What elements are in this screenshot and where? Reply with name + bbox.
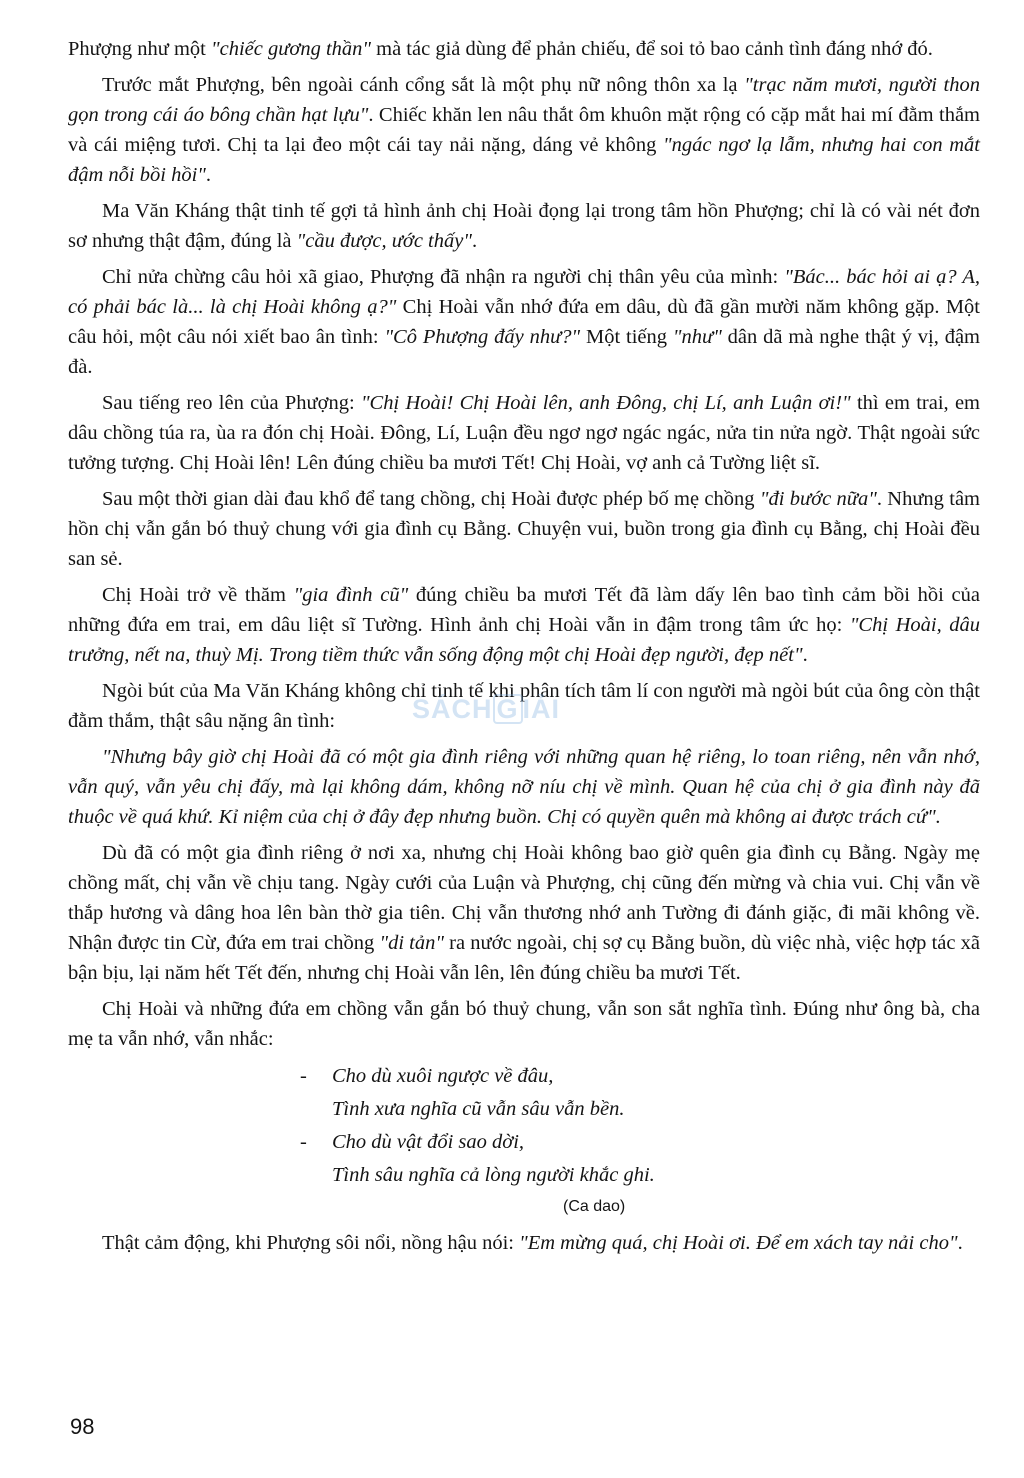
italic-quote-text: "như" xyxy=(672,326,722,348)
paragraph xyxy=(68,70,980,190)
text-run: Phượng như một xyxy=(68,38,211,60)
text-run: Chị Hoài và những đứa em chồng vẫn gắn bó thuỷ chung, vẫn son sắt nghĩa tình. Đúng như ông bà, cha mẹ ta vẫn nhớ, vẫn nhắc: xyxy=(68,998,980,1050)
text-run: . xyxy=(957,1232,963,1254)
text-run: Ngòi bút của Ma Văn Kháng không chỉ tinh tế khi phân tích tâm lí con người mà ngòi bút của ông còn thật đằm thắm, thật sâu nặng ân tình: xyxy=(68,680,980,732)
paragraph xyxy=(68,262,980,382)
text-run: mà tác giả dùng để phản chiếu, để soi tỏ bao cảnh tình đáng nhớ đó. xyxy=(371,38,933,60)
italic-quote-text: "Bác... bác hỏi ai ạ? A, có phải bác là... là chị Hoài không ạ?" xyxy=(68,266,980,318)
poem-source: (Ca dao) xyxy=(563,1198,626,1215)
text-run: . xyxy=(471,230,478,252)
italic-quote-text: "Em mừng quá, chị Hoài ơi. Để em xách tay nải cho" xyxy=(519,1232,958,1254)
text-run: . Nhưng tâm hồn chị vẫn gắn bó thuỷ chung với gia đình cụ Bằng. Chuyện vui, buồn trong gia đình cụ Bằng, chị Hoài đều san sẻ. xyxy=(68,488,980,570)
article-text xyxy=(68,34,980,1054)
italic-quote-text: "đi bước nữa" xyxy=(759,488,877,510)
text-run: . Chiếc khăn len nâu thắt ôm khuôn mặt rộng có cặp mắt hai mí đằm thắm và cái miệng tươi. Chị ta lại đeo một cái tay nải nặng, dáng vẻ không xyxy=(68,104,980,156)
text-run: Dù đã có một gia đình riêng ở nơi xa, nhưng chị Hoài không bao giờ quên gia đình cụ Bằng. Ngày mẹ chồng mất, chị vẫn về chịu tang. Ngày cưới của Luận và Phượng, chị cũng đến mừng và chia vui. Chị vẫn về thắp hương và dâng hoa lên bàn thờ gia tiên. Chị vẫn thương nhớ anh Tường đi đánh giặc, đi mãi không về. Nhận được tin Cừ, đứa em trai chồng xyxy=(68,842,980,954)
poem-line: Tình sâu nghĩa cả lòng người khắc ghi. xyxy=(332,1164,655,1186)
paragraph xyxy=(68,580,980,670)
italic-quote-text: "trạc năm mươi, người thon gọn trong cái áo bông chần hạt lựu" xyxy=(68,74,980,126)
text-run: . xyxy=(802,644,808,666)
italic-quote-text: "Nhưng bây giờ chị Hoài đã có một gia đình riêng với những quan hệ riêng, lo toan riêng, nên vẫn nhớ, vẫn quý, vẫn yêu chị đấy, mà lại không dám, không nỡ níu chị về mình. Quan hệ của chị ở gia đình này đã thuộc về quá khứ. Kỉ niệm của chị ở đây đẹp nhưng buồn. Chị có quyền quên mà không ai được trách cứ". xyxy=(68,746,980,828)
italic-quote-text: "Chị Hoài! Chị Hoài lên, anh Đông, chị Lí, anh Luận ơi!" xyxy=(360,392,851,414)
paragraph xyxy=(68,676,980,736)
page-number: 98 xyxy=(70,1414,95,1439)
closing-paragraph xyxy=(68,1228,980,1258)
paragraph xyxy=(68,994,980,1054)
paragraph xyxy=(68,34,980,64)
text-run: dân dã mà nghe thật ý vị, đậm đà. xyxy=(68,326,980,378)
text-run: ra nước ngoài, chị sợ cụ Bằng buồn, dù việc nhà, việc hợp tác xã bận bịu, lại năm hết Tết đến, nhưng chị Hoài vẫn lên, lên đúng chiều ba mươi Tết. xyxy=(68,932,980,984)
text-run: đúng chiều ba mươi Tết đã làm dấy lên bao tình cảm bồi hồi của những đứa em trai, em dâu liệt sĩ Tường. Hình ảnh chị Hoài vẫn in đậm trong tâm ức họ: xyxy=(68,584,980,636)
block-quotation xyxy=(68,742,980,832)
text-run: Ma Văn Kháng thật tinh tế gợi tả hình ảnh chị Hoài đọng lại trong tâm hồn Phượng; chỉ là có vài nét đơn sơ nhưng thật đậm, đúng là xyxy=(68,200,980,252)
text-run: Thật cảm động, khi Phượng sôi nổi, nồng hậu nói: xyxy=(102,1232,520,1254)
paragraph xyxy=(68,196,980,256)
italic-quote-text: "Cô Phượng đấy như?" xyxy=(384,326,581,348)
italic-quote-text: "ngác ngơ lạ lẫm, nhưng hai con mắt đậm nỗi bồi hồi" xyxy=(68,134,980,186)
page-body xyxy=(68,34,980,1264)
text-run: Chỉ nửa chừng câu hỏi xã giao, Phượng đã nhận ra người chị thân yêu của mình: xyxy=(102,266,785,288)
italic-quote-text: "di tản" xyxy=(379,932,444,954)
text-run: Trước mắt Phượng, bên ngoài cánh cổng sắt là một phụ nữ nông thôn xa lạ xyxy=(102,74,745,96)
paragraph xyxy=(68,838,980,988)
text-run: Một tiếng xyxy=(580,326,673,348)
paragraph xyxy=(68,484,980,574)
italic-quote-text: "Chị Hoài, dâu trưởng, nết na, thuỳ Mị. Trong tiềm thức vẫn sống động một chị Hoài đẹp người, đẹp nết" xyxy=(68,614,980,666)
italic-quote-text: "cầu được, ước thấy" xyxy=(296,230,472,252)
text-run: Sau tiếng reo lên của Phượng: xyxy=(102,392,361,414)
italic-quote-text: "gia đình cũ" xyxy=(293,584,409,606)
poem-line: - Cho dù vật đổi sao dời, xyxy=(300,1131,525,1153)
text-run: . xyxy=(205,164,211,186)
poem-line: - Cho dù xuôi ngược về đâu, xyxy=(300,1065,554,1087)
text-run: Chị Hoài vẫn nhớ đứa em dâu, dù đã gần mười năm không gặp. Một câu hỏi, một câu nói xiết bao ân tình: xyxy=(68,296,980,348)
poem-line: Tình xưa nghĩa cũ vẫn sâu vẫn bền. xyxy=(332,1098,625,1120)
text-run: Chị Hoài trở về thăm xyxy=(102,584,294,606)
text-run: thì em trai, em dâu chồng túa ra, ùa ra đón chị Hoài. Đông, Lí, Luận đều ngơ ngơ ngác ngác, nửa tin nửa ngờ. Thật ngoài sức tưởng tượng. Chị Hoài lên! Lên đúng chiều ba mươi Tết! Chị Hoài, vợ anh cả Tường liệt sĩ. xyxy=(68,392,980,474)
folk-poem xyxy=(300,1060,980,1192)
watermark-logo: SÁCH G IẢI xyxy=(412,694,561,724)
text-run: Sau một thời gian dài đau khổ để tang chồng, chị Hoài được phép bố mẹ chồng xyxy=(102,488,760,510)
italic-quote-text: "chiếc gương thần" xyxy=(210,38,372,60)
paragraph xyxy=(68,388,980,478)
